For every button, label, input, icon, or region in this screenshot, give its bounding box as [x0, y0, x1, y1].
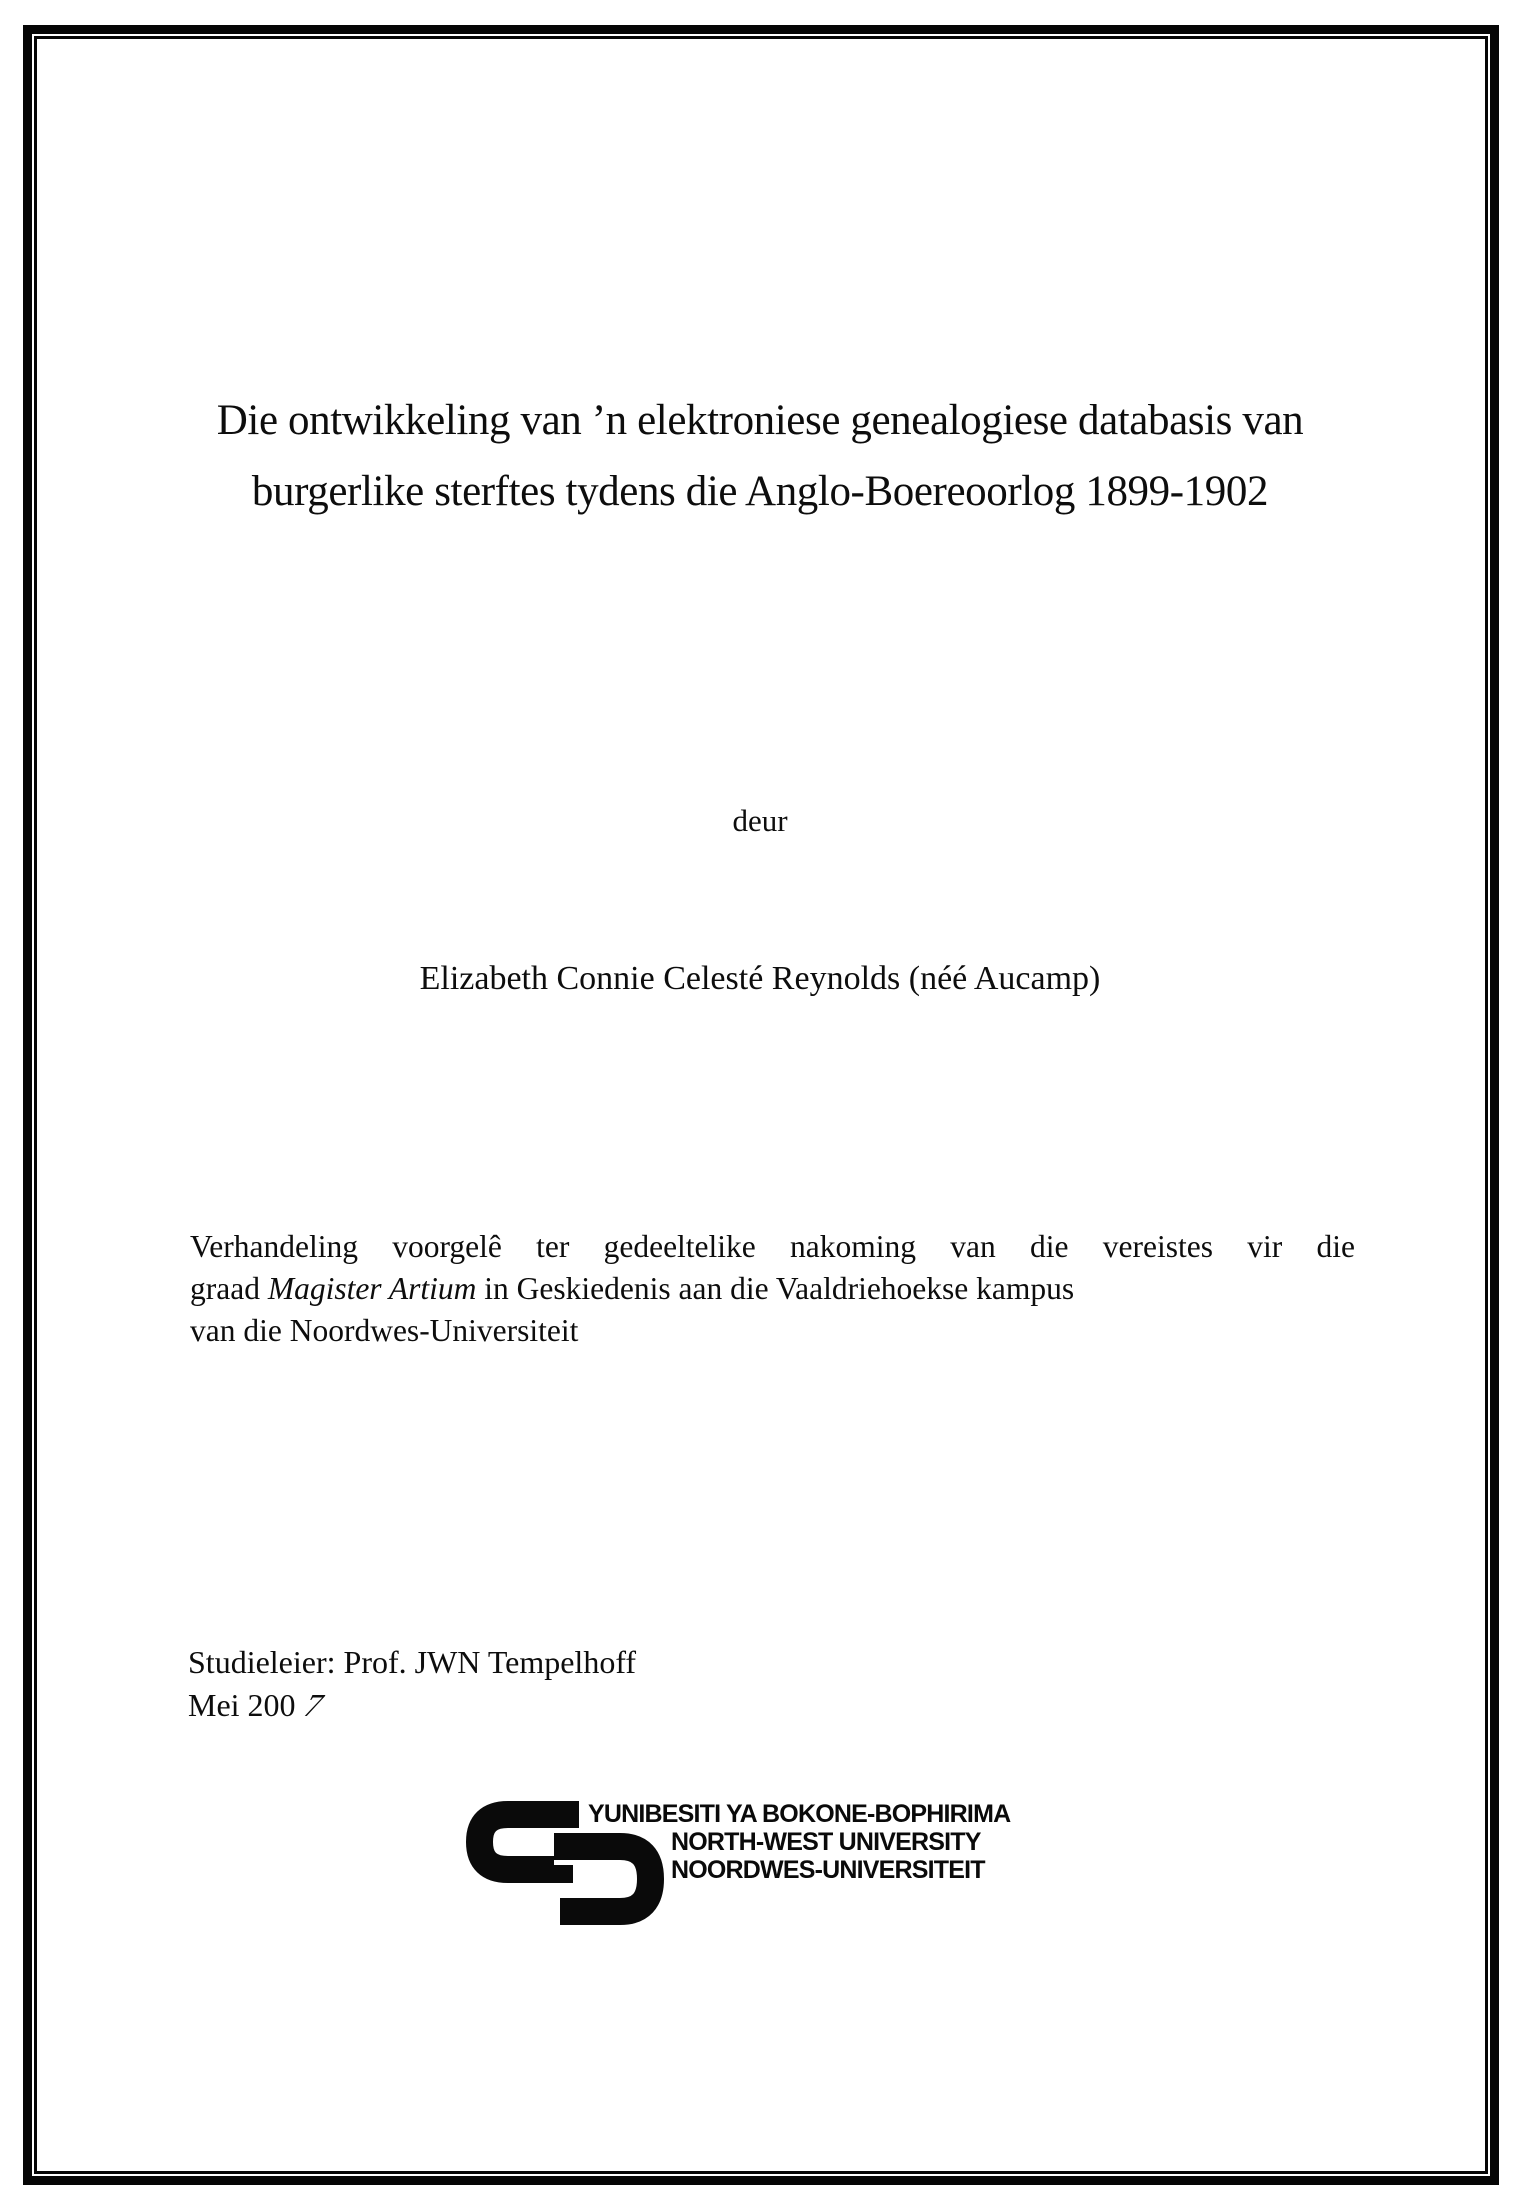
university-logo-text — [588, 1800, 1010, 1884]
submission-line2 — [190, 1268, 1355, 1310]
thesis-title-line1: Die ontwikkeling van ’n elektroniese genealogiese databasis van — [216, 397, 1304, 444]
thesis-title — [56, 385, 1464, 527]
byline-word: deur — [732, 803, 788, 838]
university-name-english: NORTH-WEST UNIVERSITY — [671, 1828, 981, 1856]
submission-line1: Verhandeling voorgelê ter gedeeltelike nakoming van die vereistes vir die — [190, 1229, 1355, 1264]
submission-line2-prefix: graad — [190, 1271, 268, 1306]
degree-name: Magister Artium — [267, 1271, 477, 1306]
date-prefix: Mei 200 — [188, 1687, 296, 1723]
thesis-title-line2: burgerlike sterftes tydens die Anglo-Boereoorlog 1899-1902 — [251, 468, 1269, 515]
supervisor-and-date — [188, 1641, 636, 1727]
date-last-digit: 7 — [297, 1687, 330, 1723]
submission-line2-suffix: in Geskiedenis aan die Vaaldriehoekse kampus — [476, 1271, 1075, 1306]
university-name-afrikaans: NOORDWES-UNIVERSITEIT — [671, 1856, 985, 1884]
author-name: Elizabeth Connie Celesté Reynolds (néé Aucamp) — [419, 960, 1101, 997]
date-line — [188, 1684, 636, 1727]
submission-statement — [190, 1226, 1355, 1352]
submission-line3: van die Noordwes-Universiteit — [190, 1313, 579, 1348]
university-name-setswana: YUNIBESITI YA BOKONE-BOPHIRIMA — [588, 1800, 1011, 1828]
supervisor-line: Studieleier: Prof. JWN Tempelhoff — [188, 1644, 637, 1680]
